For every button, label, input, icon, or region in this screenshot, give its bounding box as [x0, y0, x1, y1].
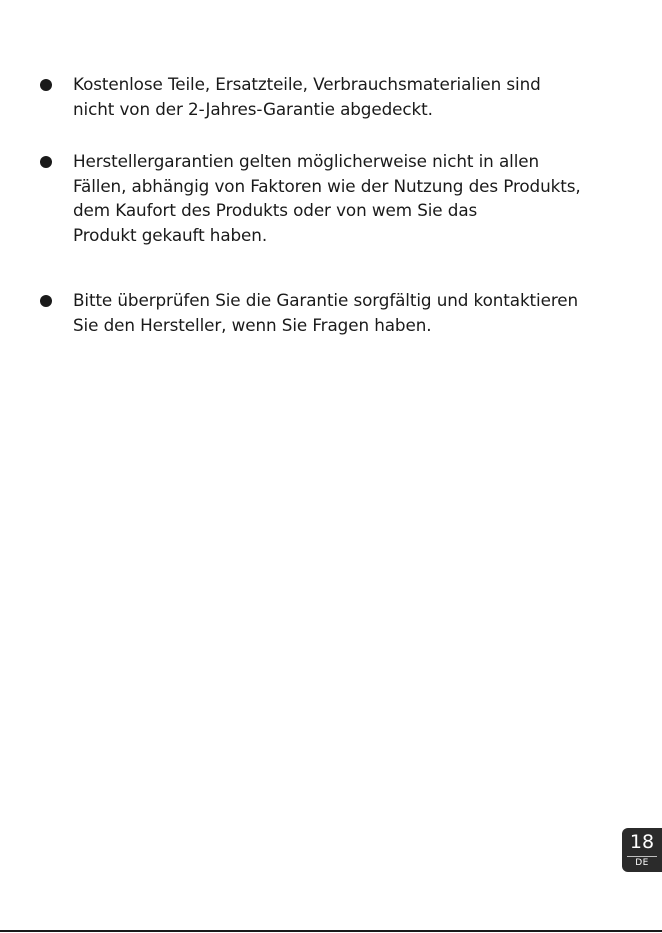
language-code: DE: [635, 858, 649, 868]
list-item-text: [73, 288, 633, 337]
text-line: Sie den Hersteller, wenn Sie Fragen haben.: [73, 314, 432, 335]
bullet-icon: [40, 295, 52, 307]
text-line: Herstellergarantien gelten möglicherweise nicht in allen: [73, 151, 540, 171]
text-line: Bitte überprüfen Sie die Garantie sorgfältig und kontaktieren: [73, 290, 579, 310]
bottom-rule: [0, 930, 662, 932]
text-line: dem Kaufort des Produkts oder von wem Sie das: [73, 200, 478, 220]
text-line: nicht von der 2-Jahres-Garantie abgedeckt.: [73, 98, 433, 119]
text-line: Kostenlose Teile, Ersatzteile, Verbrauchsmaterialien sind: [73, 74, 541, 94]
list-item-text: [73, 72, 633, 121]
bullet-icon: [40, 79, 52, 91]
list-item-text: [73, 149, 633, 247]
page-badge: [622, 828, 662, 872]
badge-divider: [627, 856, 657, 857]
text-line: Produkt gekauft haben.: [73, 224, 268, 245]
page-number: 18: [629, 831, 655, 853]
bullet-icon: [40, 156, 52, 168]
text-line: Fällen, abhängig von Faktoren wie der Nutzung des Produkts,: [73, 175, 581, 196]
